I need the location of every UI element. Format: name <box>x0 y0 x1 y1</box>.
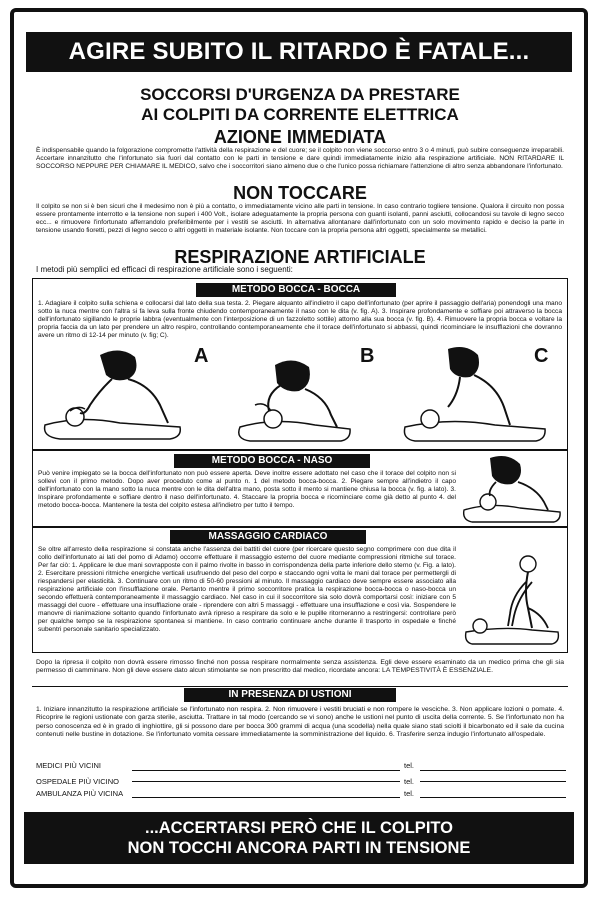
banner-title: AGIRE SUBITO IL RITARDO È FATALE... <box>26 32 572 72</box>
footer-banner <box>24 812 574 864</box>
non-toccare-heading: NON TOCCARE <box>233 183 367 203</box>
massaggio-heading: MASSAGGIO CARDIACO <box>170 530 366 544</box>
footer-line1: ...ACCERTARSI PERÒ CHE IL COLPITO <box>144 819 454 837</box>
bocca-naso-text: Può venire impiegato se la bocca dell'infortunato non può essere aperta. Deve inoltre essere adottato nel caso che il torace del colpito non si sollevi con il primo metodo. Dopo aver proceduto come al punto n. 1 del metodo bocca-bocca. 2. Piegare sempre all'indietro il capo dell'infortunato con la mano sotto la nuca mentre con le dita dell'altra mano, posta sotto il mento si mantiene chiusa la bocca (v. fig. a lato). 3. Inspirare profondamente e soffiare dentro il naso dell'infortunato. 4. Staccare la propria bocca e ricominciare come già detto al punto 4. del metodo bocca-bocca. Mantenere la testa del colpito estesa all'indietro per tutto il tempo. <box>38 470 456 509</box>
contact-tel-ambulanza: tel. <box>404 789 415 798</box>
contact-line-medici[interactable] <box>132 770 400 771</box>
non-toccare-text: Il colpito se non si è ben sicuri che il medesimo non è più a contatto, o immediatamente vicino alle parti in tensione. In caso contrario togliere tensione. Qualora il circuito non possa essere prontamente interrotto e la tensione non superi i 400 Volt., isolare adeguatamente la propria persona con guanti isolanti, panni asciutti, collocandosi su tavole di legno secco ecc... e rimuovere l'infortunato afferrandolo preferibilmente per i vestiti se asciutti. In alternativa allontanare dall'infortunato con un solo movimento rapido e deciso la parte in tensione usando fioretti, pezzi di legno secco o altri oggetti in materiale isolante. Non toccare con la propria persona altri oggetti, specialmente se metallici. <box>36 203 564 234</box>
contact-tel-line-extra[interactable] <box>420 781 566 782</box>
bocca-bocca-heading: METODO BOCCA - BOCCA <box>196 283 396 297</box>
figure-b-illustration <box>225 345 355 445</box>
figure-a-illustration <box>40 345 190 445</box>
footer-line2: NON TOCCHI ANCORA PARTI IN TENSIONE <box>127 839 471 857</box>
respirazione-intro: I metodi più semplici ed efficaci di respirazione artificiale sono i seguenti: <box>36 265 293 274</box>
massaggio-illustration <box>462 552 562 648</box>
contact-tel-line-medici[interactable] <box>420 770 566 771</box>
ustioni-heading: IN PRESENZA DI USTIONI <box>184 688 396 702</box>
contact-tel-ospedale: tel. <box>404 777 415 786</box>
contact-tel-medici: tel. <box>404 761 415 770</box>
figure-label-a: A <box>194 345 209 367</box>
contact-label-ospedale: OSPEDALE PIÙ VICINO <box>36 777 119 786</box>
dopo-text: Dopo la ripresa il colpito non dovrà essere rimosso finché non possa respirare normalmente senza assistenza. Egli deve essere esaminato da un medico prima che gli sia permesso di camminare. Non gli deve essere dato alcun stimolante se non prescritto dal medico, ricordate ancora: LA TEMPESTIVITÀ È ESSENZIALE. <box>36 659 564 675</box>
respirazione-heading: RESPIRAZIONE ARTIFICIALE <box>174 247 426 267</box>
azione-heading: AZIONE IMMEDIATA <box>213 127 387 147</box>
contact-tel-line-ambulanza[interactable] <box>420 797 566 798</box>
bocca-bocca-text: 1. Adagiare il colpito sulla schiena e collocarsi dal lato della sua testa. 2. Piegare alquanto all'indietro il capo dell'infortunato (per aprire il passaggio dell'aria) ponendogli una mano sotto la nuca mentre con l'altra si fa leva sulla fronte chiudendo contemporaneamente il naso con le dita (v. fig. A). 3. Inspirare profondamente e soffiare poi attraverso la bocca dell'infortunato sigillando le proprie labbra (eventualmente con l'interposizione di un fazzoletto sottile) attorno alla sua bocca (v. fig. B). 4. Rimuovere la propria bocca e voltare la propria faccia da un lato per prendere un altro respiro, controllando contemporaneamente che il torace dell'infortunato si abbassi, quindi ricominciare le insufflazioni che dovranno avere un ritmo di 12-14 per minuto (v. fig; C). <box>38 300 562 339</box>
contact-label-ambulanza: AMBULANZA PIÙ VICINA <box>36 789 124 798</box>
contact-line-extra[interactable] <box>132 781 400 782</box>
contact-line-ambulanza[interactable] <box>132 797 400 798</box>
main-title-line2: AI COLPITI DA CORRENTE ELETTRICA <box>141 105 459 124</box>
main-title-line1: SOCCORSI D'URGENZA DA PRESTARE <box>140 85 460 104</box>
bocca-naso-illustration <box>460 454 564 524</box>
ustioni-top-rule <box>32 686 568 687</box>
figure-label-c: C <box>534 345 549 367</box>
figure-label-b: B <box>360 345 375 367</box>
azione-text: È indispensabile quando la folgorazione compromette l'attività della respirazione e del cuore; se il colpito non viene soccorso entro 3 o 4 minuti, può subire conseguenze irreparabili. Accertare innanzitutto che l'infortunato sia fuori dal contatto con le parti in tensione e dare quindi immediatamente inizio alla respirazione artificiale. NON RITARDARE IL SOCCORSO NEPPURE PER CHIAMARE IL MEDICO, salvo che i soccorritori siano almeno due o che l'unico possa richiamare l'attenzione di altro senza abbandonare l'infortunato. <box>36 147 564 170</box>
massaggio-text: Se oltre all'arresto della respirazione si constata anche l'assenza dei battiti del cuore (per ricercare questo segno comprimere con due dita il collo dell'infortunato ai lati del pomo di Adamo) occorre effettuare il massaggio esterno del cuore mediante compressioni ritmiche sul torace. Per far ciò: 1. Applicare le due mani sovrapposte con il palmo rivolte in basso in corrispondenza della parte inferiore dello sterno (v. Fig. a lato). 2. Esercitare pressioni ritmiche energiche verticali usufruendo del peso del corpo e staccando ogni volta le mani dal torace per permettergli di riespandersi per elasticità. 3. Continuare con un ritmo di 50-60 pressioni al minuto. Il massaggio cardiaco deve sempre essere associato alla respirazione artificiale con l'insufflazione orale. Pertanto mentre il primo soccorritore pratica la respirazione bocca-bocca o naso-bocca un secondo effettuerà contemporaneamente il massaggio cardiaco. Nel caso in cui il soccorritore sia solo dovrà comportarsi così: iniziare con 5 massaggi del cuore - effettuare una insufflazione orale - riprendere con altri 5 massaggi - effettuare una insufflazione e così via. Sospendere le manovre di rianimazione soltanto quando l'infortunato avrà ripreso a respirare da solo e le pupille ritorneranno a restringersi: controllare però per qualche tempo se la respirazione spontanea si mantiene. In caso contrario continuare anche durante il trasporto in ospedale e finché subentri personale sanitario specializzato. <box>38 546 456 633</box>
bocca-naso-heading: METODO BOCCA - NASO <box>174 454 370 468</box>
ustioni-text: 1. Iniziare innanzitutto la respirazione artificiale se l'infortunato non respira. 2. Non rimuovere i vestiti bruciati e non rompere le vesciche. 3. Non applicare lozioni o pomate. 4. Ricoprire le regioni ustionate con garza sterile, asciutta. Trattare in tal modo (cercando se vi sono) anche le ustioni nel punto di uscita della corrente. 5. Se l'infortunato non ha perso conoscenza ed è in grado di inghiottire, gli si possono dare per bocca 300 grammi di acqua (una scodella) nella quale siano stati sciolti il bicarbonato ed il sale da cucina contenuti nelle bustine in dotazione. Se l'infortunato vomita cessare immediatamente la somministrazione del liquido. 6. Trasferire senza indugio l'infortunato all'ospedale. <box>36 706 564 739</box>
figure-c-illustration <box>400 345 550 445</box>
contact-label-medici: MEDICI PIÙ VICINI <box>36 761 102 770</box>
